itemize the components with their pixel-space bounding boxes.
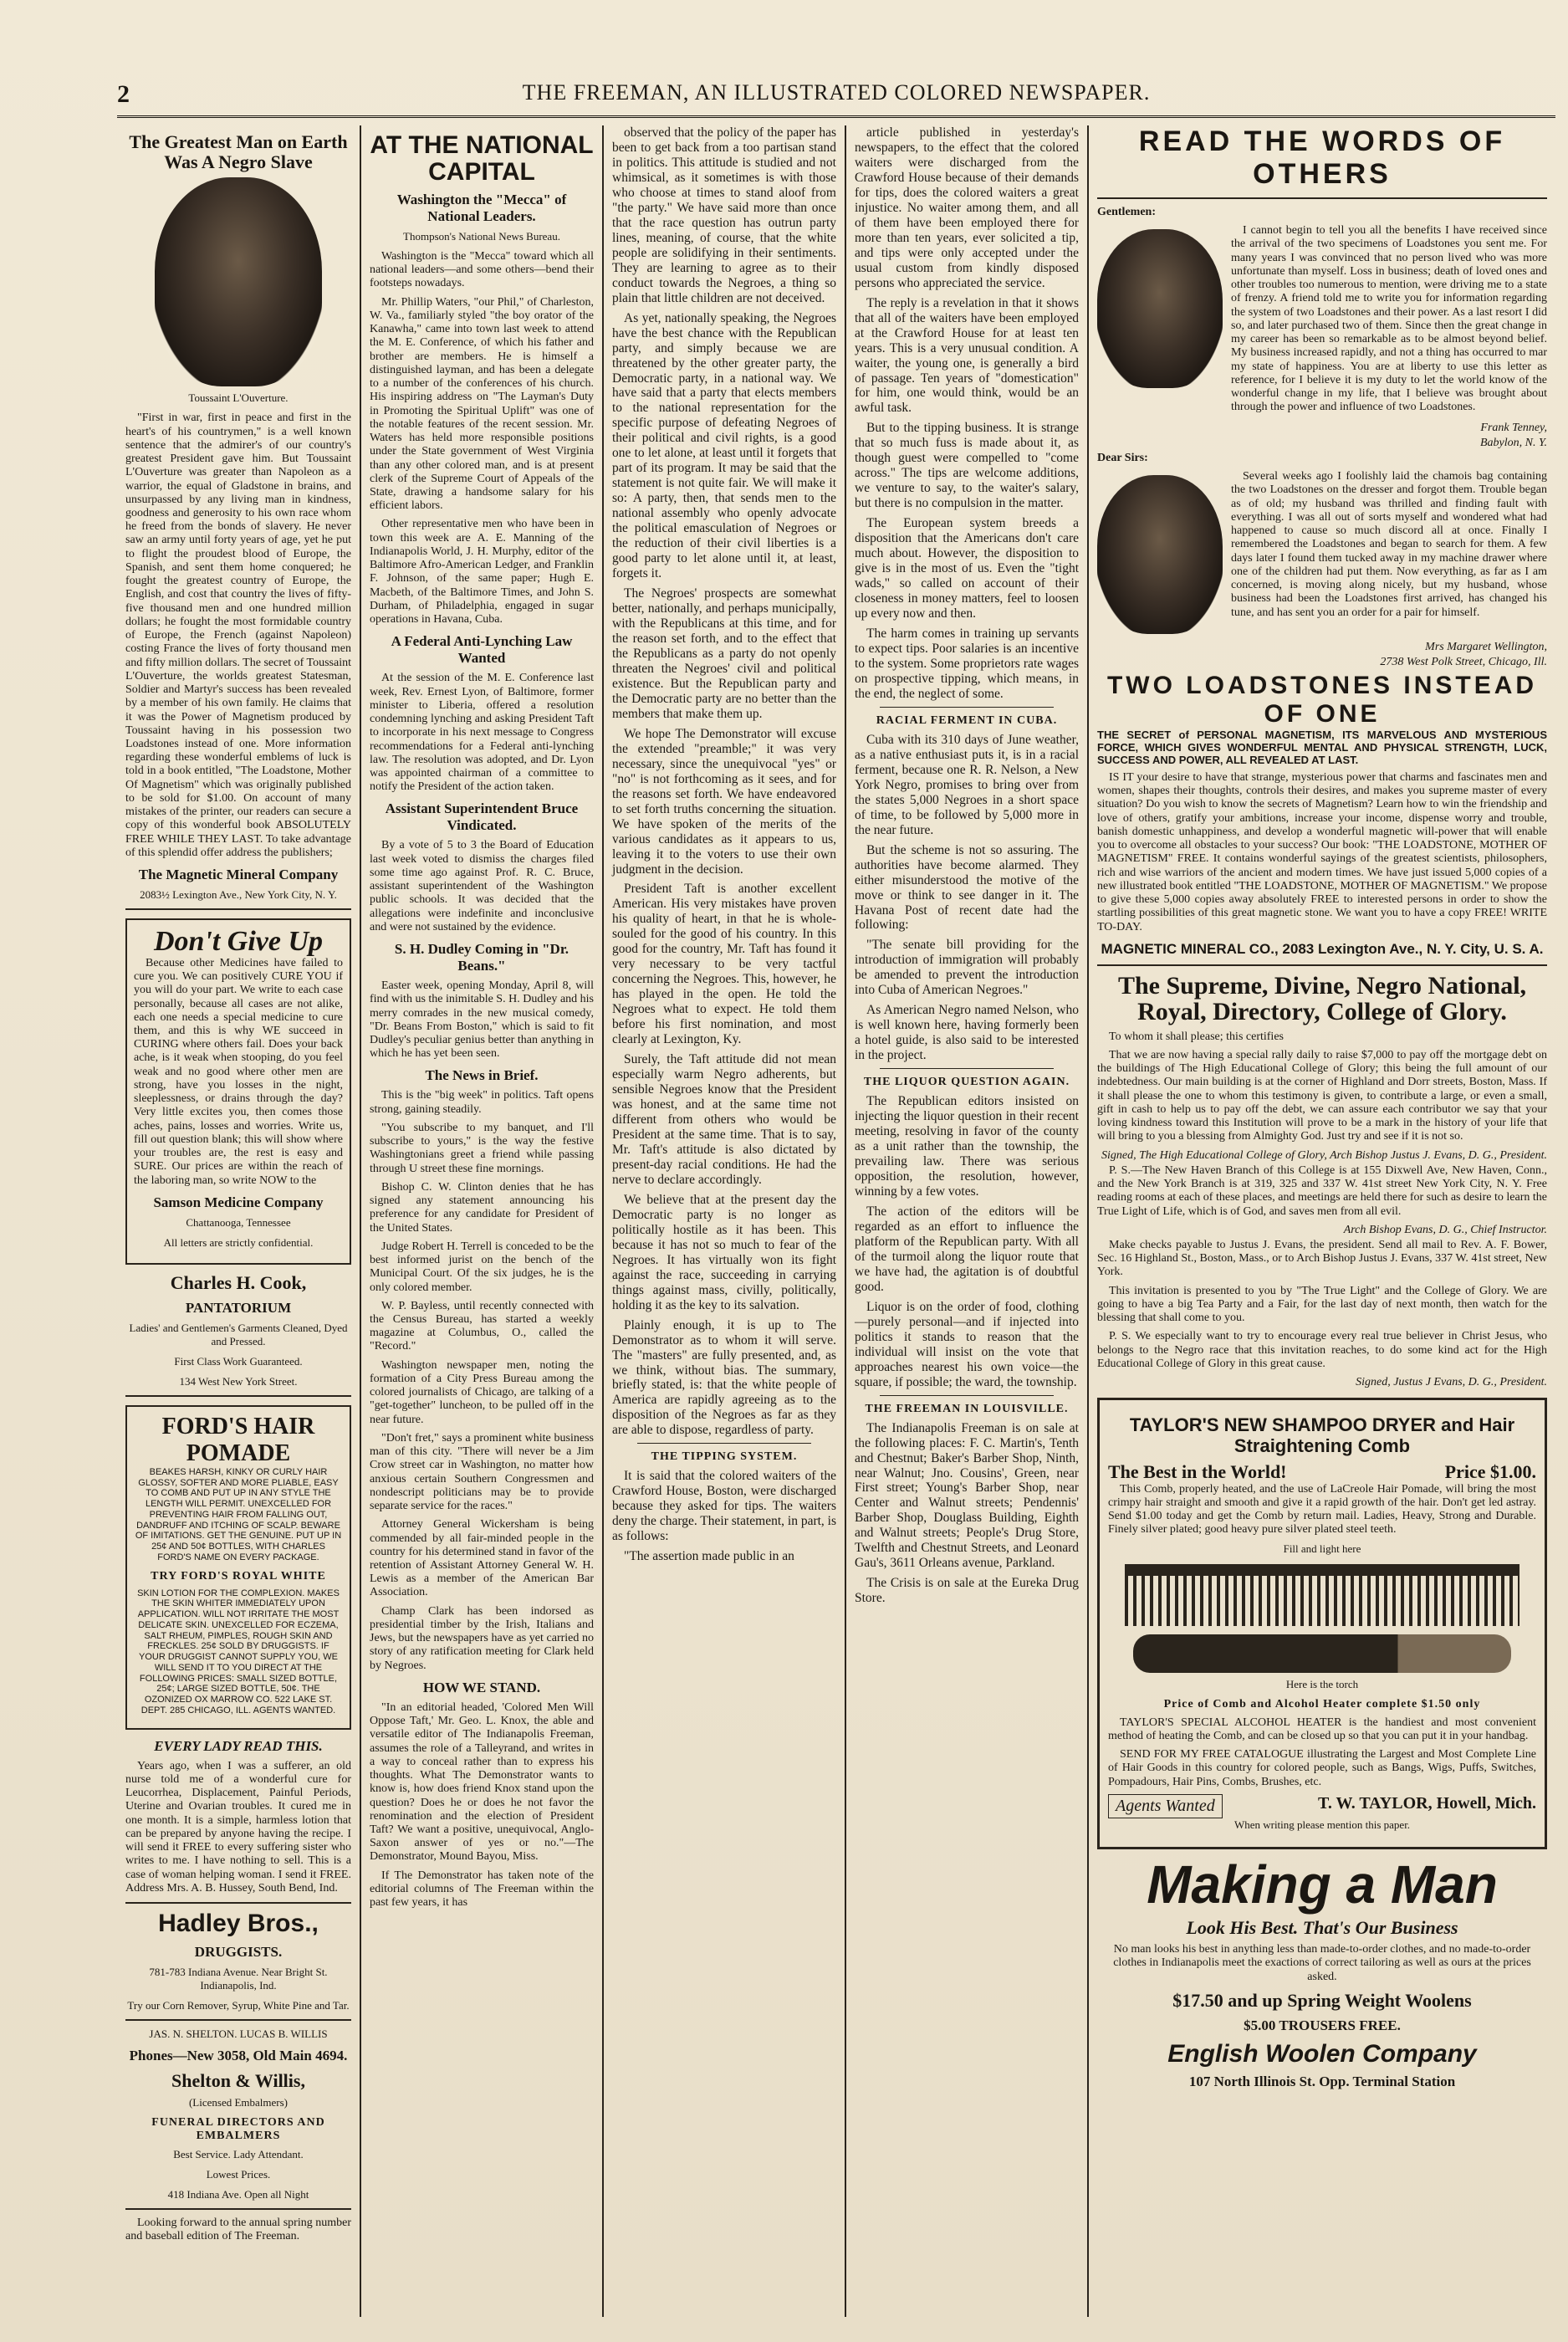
article-paragraph: Plainly enough, it is up to The Demonstrator as to whom it will serve. The "masters" are fully presented, and, as we think, without bias. The summary, briefly stated, is: that the white people of America are rapidly agreeing as to the disposition of the Negroes as far as they are able to dispose, regardless of party. (612, 1317, 836, 1438)
hadley-name: Hadley Bros., (158, 1910, 319, 1938)
every-lady-title: EVERY LADY READ THIS. (154, 1737, 323, 1754)
two-loadstones-caps: THE SECRET of PERSONAL MAGNETISM, ITS MARVELOUS AND MYSTERIOUS FORCE, WHICH GIVES WONDERFUL MENTAL AND PHYSICAL STRENGTH, LUCK, SUCCESS AND POWER, ALL REVEALED AT LAST. (1097, 728, 1547, 766)
article-paragraph: It is said that the colored waiters of the Crawford House, Boston, were discharged because they asked for tips. The waiters deny the charge. Their statement, in part, is as follows: (612, 1469, 837, 1544)
fords-white-body: SKIN LOTION FOR THE COMPLEXION. MAKES THE SKIN WHITER IMMEDIATELY UPON APPLICATION. WILL NOT IRRITATE THE MOST DELICATE SKIN. UNEXCELLED FOR ECZEMA, SALT RHEUM, PIMPLES, ROUGH SKIN AND FRECKLES. 25¢ SOLD BY DRUGGISTS. IF YOUR DRUGGIST CANNOT SUPPLY YOU, WE WILL SEND IT TO YOU DIRECT AT THE FOLLOWING PRICES: SMALL SIZED BOTTLE, 25¢; LARGE SIZED BOTTLE, 50¢. THE OZONIZED OX MARROW CO. 522 LAKE ST. DEPT. 285 CHICAGO, ILL. AGENTS WANTED. (137, 1588, 340, 1716)
article-paragraph: Mr. Phillip Waters, "our Phil," of Charleston, W. Va., familiarly styled "the boy orator of the Kanawha," came into town last week to attend the M. E. Conference, of which his father and brother are members. He is himself a distinguished layman, and has been a delegate to a number of the conferences of his church. His inspiring address on "The Layman's Duty in Promoting the Spiritual Uplift" was one of the notable features of the recent session. Mr. Waters has held more responsible positions under the State government of West Virginia than any other colored man, and is at present clerk of the Supreme Court of Appeals of the State, drawing a handsome salary for his efficient labors. (370, 295, 594, 513)
national-capital-title: AT THE NATIONAL CAPITAL (370, 131, 594, 186)
article-paragraph: But to the tipping business. It is strange that so much fuss is made about it, as though guest were compelled to "come across." The tips are welcome additions, we venture to say, to the waiter's salary, but there is no compulsion in the matter. (855, 421, 1079, 511)
news-brief-heading: The News in Brief. (425, 1067, 539, 1084)
article-paragraph: observed that the policy of the paper has been to get back from a too partisan stand in politics. This attitude is studied and not whimsical, as it sometimes is with those who choose at times to stand aloof from "the party." We have said more than once that the race question has outrun party lines, meaning, of course, that the white people are solidifying in their sentiments. They are learning to agree as to their conduct towards the Negroes, a thing so plain that little children are not deceived. (612, 125, 836, 305)
two-loadstones-body: IS IT your desire to have that strange, mysterious power that charms and fascinates men and women, shapes their thoughts, controls their desires, and makes you supreme master of every situation? Do you wish to know the secrets of Magnetism? Learn how to win the friendship and love of others, gratify your ambitions, increase your income, dispense worry and trouble, banish domestic unhappiness, and develop a wonderful magnetic will-power that will enable you to overcome all obstacles to your success? Our book: "THE LOADSTONE, MOTHER OF MAGNETISM" FREE. It contains wonderful sayings of the greatest scientists, philosophers, rich and wise warriors of the ancient and modern times. We have just issued 5,000 copies of a new illustrated book entitled "THE LOADSTONE, MOTHER OF MAGNETISM." We propose to give these 5,000 copies away absolutely FREE to interested persons in order to show the startling possibilities of this great magnetic stone. We want you to have a copy FREE! WRITE TO-DAY. (1097, 770, 1547, 933)
taylor-name: T. W. TAYLOR, Howell, Mich. (1318, 1793, 1536, 1813)
article-paragraph: The harm comes in training up servants to expect tips. Poor salaries is an incentive to the system. Some proprietors rate wages on prospective tipping, which means, in the end, the neglect of some. (855, 626, 1079, 701)
sig2-name: Mrs Margaret Wellington, (1425, 641, 1547, 654)
article-paragraph: "In an editorial headed, 'Colored Men Will Oppose Taft,' Mr. Geo. L. Knox, the able and versatile editor of The Indianapolis Freeman, assumes the role of a Talleyrand, and writes in a way to conceal rather than to express his thoughts. What The Demonstrator wants to know is, how does friend Knox stand upon the question? Does he or does he not favor the renomination and the election of President Taft? We want a positive, unequivocal, Anglo-Saxon answer of yes or no."—The Demonstrator, Mound Bayou, Miss. (370, 1700, 594, 1864)
toussaint-address: 2083½ Lexington Ave., New York City, N. Y. (140, 888, 337, 902)
article-paragraph: At the session of the M. E. Conference last week, Rev. Ernest Lyon, of Baltimore, former minister to Liberia, offered a resolution condemning lynching and asking President Taft to incorporate in his next message to Congress recommendations for a Federal anti-lynching law. The resolution was adopted, and Dr. Lyon was appointed chairman of a committee to notify the President of the action taken. (370, 672, 594, 794)
heater-icon (1133, 1634, 1511, 1673)
article-paragraph: Cuba with its 310 days of June weather, as a native enthusiast puts it, is in a racial ferment, because one R. R. Nelson, a New York Negro, promises to bring over from the states 5,000 Negroes in a short space of time, to be followed by 5,000 more in the near future. (855, 732, 1079, 837)
read-the-words-banner: READ THE WORDS OF OTHERS (1138, 125, 1506, 190)
samson-note: All letters are strictly confidential. (163, 1235, 314, 1249)
article-paragraph: "The assertion made public in an (624, 1549, 794, 1564)
college-signature: Signed, The High Educational College of Glory, Arch Bishop Justus J. Evans, D. G., President. (1101, 1148, 1547, 1162)
bureau-line: Thompson's National News Bureau. (403, 230, 560, 243)
letter-2: Several weeks ago I foolishly laid the chamois bag containing the two Loadstones on the dresser and forgot them. Trouble began as of old; my husband was thrilled and finding fault with everything. I was all out of sorts myself and wondered what had happened to cause so much discord all at once. Finally I remembered the Loadstones and began to search for them. A few days later I found them tucked away in my machine drawer where one of the children had put them. Now everything, as far as I am concerned, is moving along nicely, but my husband, whose business had been the Loadstones first arrived, has changed his tune, and has sent you an order for a pair for himself. (1231, 470, 1547, 619)
article-paragraph: As yet, nationally speaking, the Negroes have the best chance with the Republican party, and simply because we are threatened by the other greater party, the Democratic party, in a national way. We have said that a party that elects members to the national representation for the specific purpose of defeating Negroes of their political and civil rights, is a good one to let alone, at least until it forgets that part of its program. It may be said that the statement is not quite fair. We will make it so: A party, then, that sends men to the national assembly who openly advocate the political emasculation of Negroes or the reduction of their civil liberties is a good party to let alone until it, at least, forgets it. (612, 310, 836, 581)
taylor-send: SEND FOR MY FREE CATALOGUE illustrating the Largest and Most Complete Line of Hair Goods in this country for colored people, such as Bangs, Wigs, Puffs, Switches, Pompadours, Hair Pins, Combs, Brushes, etc. (1108, 1748, 1536, 1788)
shelton-names: JAS. N. SHELTON. LUCAS B. WILLIS (149, 2027, 328, 2040)
dont-give-up-title: Don't Give Up (153, 926, 324, 958)
taylor-heater-label: Here is the torch (1285, 1677, 1359, 1690)
shelton-address: 418 Indiana Ave. Open all Night (167, 2187, 309, 2201)
hadley-sub: DRUGGISTS. (194, 1943, 283, 1960)
letter-1: I cannot begin to tell you all the benefits I have received since the arrival of the two specimens of Loadstones you sent me. For many years I was convinced that no person lived who was more unfortunate than myself. Loss in business; death of loved ones and other troubles too numerous to mention, were driving me to a state of frenzy. A friend told me to write you for information regarding the system of two Loadstones and their power. As a last resort I did so, and later purchased two of them. Since then the great change in my career has been so remarkable as to be almost beyond belief. My business increased rapidly, and not a thing has occurred to mar my state of happiness. You are at liberty to use this letter as reference, for I believe it is my duty to let the world know of the wonderful change in my life, that I believe was brought about through the power and influence of two Loadstones. (1231, 224, 1547, 414)
toussaint-portrait (155, 177, 322, 386)
taylor-agents: Agents Wanted (1108, 1794, 1223, 1818)
taylor-title: TAYLOR'S NEW SHAMPOO DRYER and Hair Straightening Comb (1129, 1414, 1515, 1456)
article-paragraph: As American Negro named Nelson, who is well known here, having formerly been a hotel guide, is also said to be interested in the project. (855, 1003, 1079, 1063)
page-header (117, 77, 1555, 118)
sig1-place: Babylon, N. Y. (1480, 436, 1547, 449)
samson-company: Samson Medicine Company (153, 1194, 324, 1210)
article-paragraph: President Taft is another excellent American. His very mistakes have proven his quality of heart, in that he is whole-souled for the good of his country. In this good for the country, Mr. Taft has found it very necessary to be very tactful concerning the Negroes. This, however, he has played in the open. He told the Negroes what to expect. He told them before his first nomination, and most clearly at Lexington, Ky. (612, 882, 836, 1047)
sig2-place: 2738 West Polk Street, Chicago, Ill. (1380, 656, 1547, 669)
article-paragraph: "You subscribe to my banquet, and I'll subscribe to yours," is the way the festive Washingtonians greet a friend while passing through U street these fine mornings. (370, 1121, 594, 1175)
taylor-ad (1097, 1398, 1547, 1849)
article-paragraph: The Republican editors insisted on injecting the liquor question in their recent meeting, resolving in favor of the county as a unit rather than the township, the prevailing law. There was serious opposition, the resolution, however, winning by a few votes. (855, 1094, 1079, 1199)
cook-line1: Ladies' and Gentlemen's Garments Cleaned, Dyed and Pressed. (129, 1321, 348, 1347)
comb-icon (1125, 1564, 1519, 1626)
making-a-man-body: No man looks his best in anything less than made-to-order clothes, and no made-to-order clothes in Indianapolis meet the exactions of correct tailoring as well as ours at the prices asked. (1113, 1943, 1531, 1983)
cook-name: Charles H. Cook, (170, 1271, 307, 1293)
article-paragraph: Bishop C. W. Clinton denies that he has signed any statement announcing his preference for any candidate for President of the United States. (370, 1180, 594, 1235)
column-4 (845, 125, 1087, 2317)
making-a-man-sub: Look His Best. That's Our Business (1186, 1916, 1458, 1938)
article-paragraph: Washington newspaper men, noting the formation of a City Press Bureau among the colored journalists of Chicago, are talking of a "get-together" luncheon, to be pulled off in the near future. (370, 1358, 594, 1426)
making-a-man-suits: $17.50 and up Spring Weight Woolens (1172, 1989, 1472, 2011)
article-paragraph: Easter week, opening Monday, April 8, will find with us the inimitable S. H. Dudley and his merry comrades in the new musical comedy, "Dr. Beans From Boston," which is said to fit Dudley's peculiar genius better than anything in which he has yet been seen. (370, 979, 594, 1061)
article-paragraph: We believe that at the present day the Democratic party is no longer as politically hostile as it has been. This because it has not so much to fear of the Negroes. It has virtually won its fight against the race, succeeding in carrying things against mass, civilly, politically, holding it as the key to its salvation. (612, 1192, 836, 1312)
college-paragraph: P. S.—The New Haven Branch of this College is at 155 Dixwell Ave, New Haven, Conn., and the New York Branch is at 319, 325 and 337 W. 41st street New York City, N. Y. Free reading rooms at each of these places, and meetings are held there for such as desire to learn the True Light of Life, which is of God, and saves men from all evil. (1097, 1163, 1547, 1218)
article-paragraph: W. P. Bayless, until recently connected with the Census Bureau, has started a weekly magazine at Columbus, O., called the "Record." (370, 1299, 594, 1353)
wellington-portrait (1097, 475, 1223, 634)
article-paragraph: "Don't fret," says a prominent white business man of this city. "There will never be a Jim Crow street car in Washington, no matter how anxious certain Southern Congressmen and nondescript politicians may be to provide separate service for the races." (370, 1431, 594, 1513)
article-paragraph: But the scheme is not so assuring. The authorities have become alarmed. They either misunderstood the motive of the move or think to see danger in it. The Havana Post of recent date had the following: (855, 842, 1079, 933)
article-paragraph: By a vote of 5 to 3 the Board of Education last week voted to dismiss the charges filed some time ago against Prof. R. C. Bruce, assistant superintendent of the Washington public schools. It was decided that the allegations were indefinite and inconclusive and were not sustained by the evidence. (370, 839, 594, 933)
hadley-note: Try our Corn Remover, Syrup, White Pine and Tar. (127, 1998, 350, 2012)
toussaint-company: The Magnetic Mineral Company (138, 867, 339, 883)
toussaint-title: The Greatest Man on Earth Was A Negro Slave (129, 131, 348, 173)
hadley-address: 781-783 Indiana Avenue. Near Bright St. Indianapolis, Ind. (149, 1965, 328, 1992)
article-paragraph: The Crisis is on sale at the Eureka Drug Store. (855, 1576, 1079, 1606)
tipping-heading: THE TIPPING SYSTEM. (651, 1450, 798, 1464)
bruce-heading: Assistant Superintendent Bruce Vindicated. (385, 800, 579, 834)
college-paragraph: Make checks payable to Justus J. Evans, the president. Send all mail to Rev. A. F. Bower, Sec. 16 Highland St., Boston, Mass., or to Arch Bishop Justus J. Evans, 337 W. 41st street, New York. (1097, 1239, 1547, 1279)
college-title: The Supreme, Divine, Negro National, Royal, Directory, College of Glory. (1117, 971, 1527, 1026)
cook-address: 134 West New York Street. (179, 1374, 298, 1388)
shelton-firm: Shelton & Willis, (171, 2069, 305, 2091)
college-paragraph: That we are now having a special rally daily to raise $7,000 to pay off the mortgage debt on the buildings of The High Educational College of Glory; this being the full amount of our indebtedness. Our main building is at the corner of Highland and Dorr streets, Boston, Mass. If it shall please the one to whom this testimony is given, to contribute a large, or even a small, gift in cash to help us to pay off the debt, we can assure each contributor we say that your loving kindness toward this Institution will prove to be a mark in the history of your life that will bring to you a blessing from Almighty God. Just try and see if it is not so. (1097, 1048, 1547, 1143)
college-paragraph: This invitation is presented to you by "The True Light" and the College of Glory. We are going to have a big Tea Party and a Fair, for the last day of next month, then watch for the blessing that shall come to you. (1097, 1284, 1547, 1325)
cook-line2: First Class Work Guaranteed. (174, 1354, 303, 1368)
anti-lynching-heading: A Federal Anti-Lynching Law Wanted (391, 633, 573, 667)
two-loadstones-title: TWO LOADSTONES INSTEAD OF ONE (1106, 671, 1538, 728)
article-paragraph: The reply is a revelation in that it shows that all of the waiters have been employed at the Crawford House for at least ten years. This is a very unusual condition. A waiter, the young one, is generally a bird of passage. Ten years of "domestication" for him, one would think, would be an awful task. (855, 295, 1079, 416)
article-paragraph: Other representative men who have been in town this week are A. E. Manning of the Indianapolis World, J. H. Murphy, editor of the Baltimore Afro-American Ledger, and Franklin F. Johnson, of the same paper; Hugh E. Macbeth, of the Baltimore Times, and John S. Durham, of Philadelphia, engaged in sugar operations in Havana, Cuba. (370, 518, 594, 626)
fords-body: BEAKES HARSH, KINKY OR CURLY HAIR GLOSSY, SOFTER AND MORE PLIABLE, EASY TO COMB AND PUT UP IN ANY STYLE THE LENGTH WILL PERMIT. UNEXCELLED FOR PREVENTING HAIR FROM FALLING OUT, DANDRUFF AND ITCHING OF SCALP. BEWARE OF IMITATIONS. GET THE GENUINE. PUT UP IN 25¢ AND 50¢ BOTTLES, WITH CHARLES FORD'S NAME ON EVERY PACKAGE. (135, 1466, 342, 1562)
fords-title: FORD'S HAIR POMADE (161, 1413, 315, 1466)
tenney-portrait (1097, 229, 1223, 388)
dont-give-up-ad (125, 918, 351, 1265)
every-lady-body: Years ago, when I was a sufferer, an old nurse told me of a wonderful cure for Leucorrhea, Displacement, Painful Periods, Uterine and Ovarian troubles. It cured me in one month. It is a simple, harmless lotion that can be prepared by anyone having the recipe. I will send it FREE to every suffering sister who writes to me. I have nothing to sell. This is a case of woman helping woman. I send it FREE. Address Mrs. A. B. Hussey, South Bend, Ind. (125, 1759, 351, 1895)
footer-note: Looking forward to the annual spring number and baseball edition of The Freeman. (125, 2216, 351, 2242)
making-a-man-trousers: $5.00 TROUSERS FREE. (1244, 2017, 1401, 2033)
article-paragraph: Washington is the "Mecca" toward which all national leaders—and some others—bend their footsteps nowadays. (370, 250, 594, 290)
gentlemen-salutation: Gentlemen: (1097, 206, 1156, 218)
article-paragraph: article published in yesterday's newspapers, to the effect that the colored waiters were discharged from the Crawford House because of their demands for tips, does the colored waiters a great injustice. No waiter among them, and all of them have been employed there for more than ten years, ever solicited a tip, and tips were only accepted under the usual custom from kindly disposed persons who appreciated the service. (855, 125, 1079, 290)
magnetic-mineral-company: MAGNETIC MINERAL CO., 2083 Lexington Ave., N. Y. City, U. S. A. (1101, 940, 1544, 957)
dont-give-up-body: Because other Medicines have failed to cure you. We can positively CURE YOU if you will do your part. We write to each case personally, because all cases are not alike, each one needs a special medicine to cure them, and this is why WE succeed in CURING where others fail. Does your back ache, is it weak when stooping, do you feel weak and no good where other men are strong, have you losses in the night, sleeplessness, or drains through the day? Very little excites you, then comes those aches, pains, losses and worries. Write us, fill out question blank; this will show where your troubles are, the rest is easy and SURE. Our prices are within the reach of the laboring man, so write NOW to the (134, 956, 343, 1187)
louisville-heading: THE FREEMAN IN LOUISVILLE. (865, 1402, 1069, 1415)
taylor-fill: Fill and light here (1283, 1542, 1361, 1555)
cook-business: PANTATORIUM (185, 1299, 292, 1316)
dear-sirs-salutation: Dear Sirs: (1097, 451, 1148, 464)
taylor-price: Price $1.00. (1444, 1460, 1536, 1482)
article-paragraph: Surely, the Taft attitude did not mean especially warm Negro adherents, but sensible Negroes know that the President was honest, and at the same time not different from others who would be President at the same time. That is to say, Mr. Taft's attitude is also dictated by present-day racial conditions. He had the nerve to declare accordingly. (612, 1052, 836, 1187)
masthead: THE FREEMAN, AN ILLUSTRATED COLORED NEWSPAPER. (522, 80, 1151, 105)
making-a-man-title: Making a Man (1147, 1854, 1498, 1915)
article-paragraph: The Negroes' prospects are somewhat better, nationally, and perhaps municipally, with the Republicans at this time, and for the reason set forth, and to the effect that the Republicans as a party do not openly threaten the Negroes' civil and political existence. But the Republican party and the Democratic party are no better than the members that make them up. (612, 586, 836, 721)
shelton-phones: Phones—New 3058, Old Main 4694. (129, 2047, 348, 2063)
article-paragraph: The Indianapolis Freeman is on sale at the following places: F. C. Martin's, Tenth and Chestnut; Baker's Barber Shop, Ninth, near Walnut; Jno. Cousins', Green, near First street; Young's Barber Shop, near Center and Walnut streets; Pendennis' Barber Shop, Douglass Building, Eighth and Walnut streets; People's Drug Store, Twelfth and Chestnut Streets, and Leonard Gau's, 3611 Orleans avenue, Parkland. (855, 1420, 1079, 1571)
article-paragraph: Liquor is on the order of food, clothing—purely personal—and if injected into politics it stands to reason that the individual will insist on the vote that approaches nearest his own voice—the square, if possible; the ward, the township. (855, 1299, 1079, 1389)
article-paragraph: Attorney General Wickersham is being commended by all fair-minded people in the country for his determined stand in favor of the retention of Assistant Attorney General W. H. Lewis as a member of the American Bar Association. (370, 1518, 594, 1599)
column-5 (1087, 125, 1555, 2317)
fords-ad (125, 1405, 351, 1730)
college-signature: Signed, Justus J Evans, D. G., President. (1356, 1376, 1547, 1389)
article-paragraph: Judge Robert H. Terrell is conceded to be the best informed jurist on the bench of the Municipal Court. Of the six judges, he is the only colored member. (370, 1240, 594, 1294)
article-paragraph: "The senate bill providing for the introduction of immigration will probably be amended to prevent the introduction into Cuba of American Negroes." (855, 938, 1079, 998)
taylor-tag: The Best in the World! (1108, 1460, 1287, 1482)
column-1 (117, 125, 360, 2317)
national-capital-sub: Washington the "Mecca" of National Leaders. (396, 192, 567, 224)
article-paragraph: If The Demonstrator has taken note of the editorial columns of The Freeman within the past few years, it has (370, 1869, 594, 1910)
dudley-heading: S. H. Dudley Coming in "Dr. Beans." (394, 941, 569, 974)
shelton-prices: Lowest Prices. (206, 2167, 271, 2181)
article-paragraph: The European system breeds a disposition that the Americans don't care much about. However, the disposition to give is in the most of us. Even the "tight wads," so called on account of their closeness in money matters, feel to loosen up every now and then. (855, 516, 1079, 621)
column-3 (602, 125, 845, 2317)
article-paragraph: This is the "big week" in politics. Taft opens strong, gaining steadily. (370, 1089, 594, 1116)
taylor-note: When writing please mention this paper. (1233, 1818, 1411, 1831)
english-woolen-company: English Woolen Company (1167, 2039, 1477, 2068)
college-signature: Arch Bishop Evans, D. G., Chief Instructor. (1343, 1223, 1547, 1236)
how-we-stand-heading: HOW WE STAND. (422, 1679, 541, 1695)
college-paragraph: To whom it shall please; this certifies (1109, 1030, 1284, 1043)
taylor-heater-text: TAYLOR'S SPECIAL ALCOHOL HEATER is the handiest and most convenient method of heating the Comb, and can be closed up so that you can put it in your handbag. (1108, 1716, 1536, 1742)
liquor-heading: THE LIQUOR QUESTION AGAIN. (863, 1076, 1070, 1089)
taylor-combo: Price of Comb and Alcohol Heater complete $1.50 only (1163, 1697, 1481, 1710)
cuba-heading: RACIAL FERMENT IN CUBA. (876, 713, 1058, 727)
column-2 (360, 125, 602, 2317)
toussaint-caption: Toussaint L'Ouverture. (188, 391, 289, 405)
article-paragraph: Champ Clark has been indorsed as presidential timber by the Irish, Italians and Jews, but the newspapers have as yet carried no story of any ratification meeting for Clark held by Negroes. (370, 1604, 594, 1672)
shelton-business: FUNERAL DIRECTORS AND EMBALMERS (151, 2115, 325, 2142)
article-paragraph: We hope The Demonstrator will excuse the extended "preamble;" it was very necessary, since the unequivocal "yes" or "no" is not forthcoming as it sees, and for the reasons set forth. We have endeavored to set forth truths concerning the situation. We have spoken of the merits of the various candidates as it appears to us, leaving it to the voters to use their own judgment in the decision. (612, 726, 836, 877)
shelton-licensed: (Licensed Embalmers) (188, 2095, 289, 2109)
article-paragraph: The action of the editors will be regarded as an effort to influence the platform of the Republican party. With all of the turmoil along the liquor route that we have had, the agitation is of doubtful good. (855, 1204, 1079, 1294)
sig1-name: Frank Tenney, (1480, 421, 1547, 434)
shelton-service: Best Service. Lady Attendant. (173, 2147, 304, 2160)
fords-white-title: TRY FORD'S ROYAL WHITE (151, 1569, 326, 1583)
page-number: 2 (117, 80, 130, 108)
taylor-body: This Comb, properly heated, and the use of LaCreole Hair Pomade, will bring the most crimpy hair straight and smooth and give it a rapid growth of the hair. Don't get led astray. Send $1.00 today and get the Comb by return mail. Ladies, Heavy, Strong and Durable. Finely silver plated; good heavy pure silver plated steel teeth. (1108, 1482, 1536, 1537)
samson-city: Chattanooga, Tennessee (186, 1215, 291, 1229)
college-paragraph: P. S. We especially want to try to encourage every real true believer in Christ Jesus, who belongs to the Negro race that this invitation reaches, to do some kind act for the High Educational College of Glory in this great cause. (1097, 1330, 1547, 1370)
toussaint-body: "First in war, first in peace and first in the heart's of his countrymen," is a well known sentence that the admirer's of our country's greatest President gave him. But Toussaint L'Ouverture was greater than Napoleon as a warrior, the equal of Gladstone in brains, and unsurpassed by any living man in kindness, goodness and generosity to his own race whom he freed from the bonds of slavery. He never saw an army until forty years of age, yet he put to flight the proudest blood of Europe, the Spanish, and sent them home conquered; he fought the greatest country of Europe, the English, and cost that country the lives of fifty-five thousand men and one hundred million dollars; he fought the most formidable country of Europe, the French (against Napoleon) costing France the lives of forty thousand men and fifty million dollars. The secret of Toussaint L'Ouverture, the worlds greatest Statesman, Soldier and Martyr's success has been revealed by a member of his own family. He claims that it was the Power of Magnetism produced by Toussaint having in his possession two Loadstones instead of one. More information regarding these wonderful emblems of luck is told in a book entitled, "The Loadstone, Mother Of Magnetism" which was originally published to be sold for $1.00. On account of many mistakes of the printer, our readers can secure a copy of this wonderful book ABSOLUTELY FREE WHILE THEY LAST. To take advantage of this splendid offer address the publishers; (125, 412, 351, 859)
english-woolen-address: 107 North Illinois St. Opp. Terminal Station (1188, 2074, 1456, 2090)
